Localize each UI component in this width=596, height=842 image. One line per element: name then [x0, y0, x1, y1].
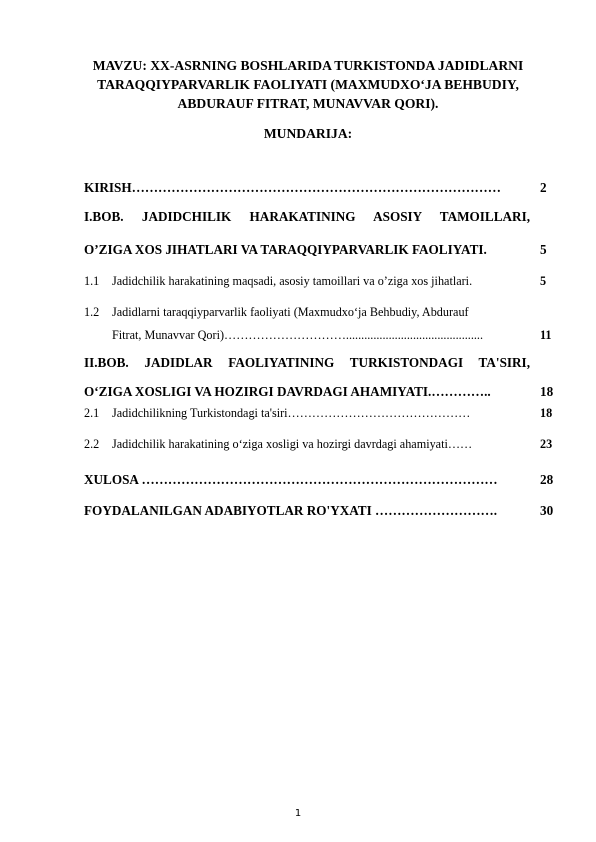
toc-entry-kirish[interactable]: [84, 180, 560, 200]
toc-entry-content: [84, 406, 470, 421]
toc-entry-text: Jadidchilik harakatining maqsadi, asosiy tamoillari va o’ziga xos jihatlari.: [112, 274, 473, 288]
toc-page-number: 23: [540, 437, 553, 451]
toc-page-number: 30: [540, 503, 554, 518]
toc-page-number: 2: [540, 180, 547, 195]
toc-entry-text: O‘ZIGA XOSLIGI VA HOZIRGI DAVRDAGI AHAMIYATI.…………..: [84, 384, 491, 399]
document-title: [70, 56, 546, 113]
toc-entry-content: [84, 274, 472, 289]
toc-entry-text: O’ZIGA XOS JIHATLARI VA TARAQQIYPARVARLIK FAOLIYATI.: [84, 242, 487, 257]
toc-entry-text: Jadidchilik harakatining o‘ziga xosligi va hozirgi davrdagi ahamiyati……: [112, 437, 473, 451]
title-line-2: TARAQQIYPARVARLIK FAOLIYATI (MAXMUDXO‘JA BEHBUDIY,: [97, 77, 519, 92]
toc-page-number: 5: [540, 242, 547, 257]
toc-section-number: 2.2: [84, 437, 100, 451]
toc-entry-bob1-line1[interactable]: [84, 209, 560, 229]
title-line-3: ABDURAUF FITRAT, MUNAVVAR QORI).: [177, 96, 439, 111]
toc-entry-adabiyotlar[interactable]: [84, 503, 560, 523]
toc-entry-content: [84, 437, 472, 452]
toc-page-number: 11: [540, 328, 552, 342]
toc-entry-text: Jadidchilikning Turkistondagi ta'siri………………………………………: [112, 406, 471, 420]
toc-heading: MUNDARIJA:: [263, 126, 353, 141]
toc-section-number: 1.2: [84, 305, 100, 319]
toc-entry-1-2-line1[interactable]: [84, 305, 560, 325]
toc-entry-content: [84, 305, 469, 320]
toc-entry-xulosa[interactable]: [84, 472, 560, 492]
toc-entry-text: FOYDALANILGAN ADABIYOTLAR RO'YXATI ……………………….: [84, 503, 497, 518]
toc-entry-text: Jadidlarni taraqqiyparvarlik faoliyati (Maxmudxo‘ja Behbudiy, Abdurauf: [112, 305, 469, 319]
toc-page-number: 5: [540, 274, 547, 288]
toc-page-number: 18: [540, 384, 554, 399]
toc-entry-1-1[interactable]: [84, 274, 560, 294]
toc-entry-bob2-line2[interactable]: [84, 384, 560, 404]
toc-section-number: 1.1: [84, 274, 100, 288]
toc-entry-text: KIRISH…………………………………………………………………………: [84, 180, 501, 195]
toc-entry-text: I.BOB. JADIDCHILIK HARAKATINING ASOSIY TAMOILLARI,: [84, 209, 530, 224]
toc-entry-2-2[interactable]: [84, 437, 560, 457]
toc-entry-2-1[interactable]: [84, 406, 560, 426]
toc-entry-text: Fitrat, Munavvar Qori)………………………….............................................: [112, 328, 484, 342]
toc-entry-text: XULOSA ………………………………………………………………………: [84, 472, 498, 487]
toc-page-number: 28: [540, 472, 554, 487]
toc-section-number: 2.1: [84, 406, 100, 420]
toc-entry-1-2-line2[interactable]: [84, 328, 560, 348]
toc-entry-bob1-line2[interactable]: [84, 242, 560, 262]
page-number-footer: 1: [294, 808, 302, 819]
toc-entry-text: II.BOB. JADIDLAR FAOLIYATINING TURKISTONDAGI TA'SIRI,: [84, 355, 530, 370]
toc-page-number: 18: [540, 406, 553, 420]
toc-entry-bob2-line1[interactable]: [84, 355, 560, 375]
title-line-1: MAVZU: XX-ASRNING BOSHLARIDA TURKISTONDA JADIDLARNI: [92, 58, 524, 73]
